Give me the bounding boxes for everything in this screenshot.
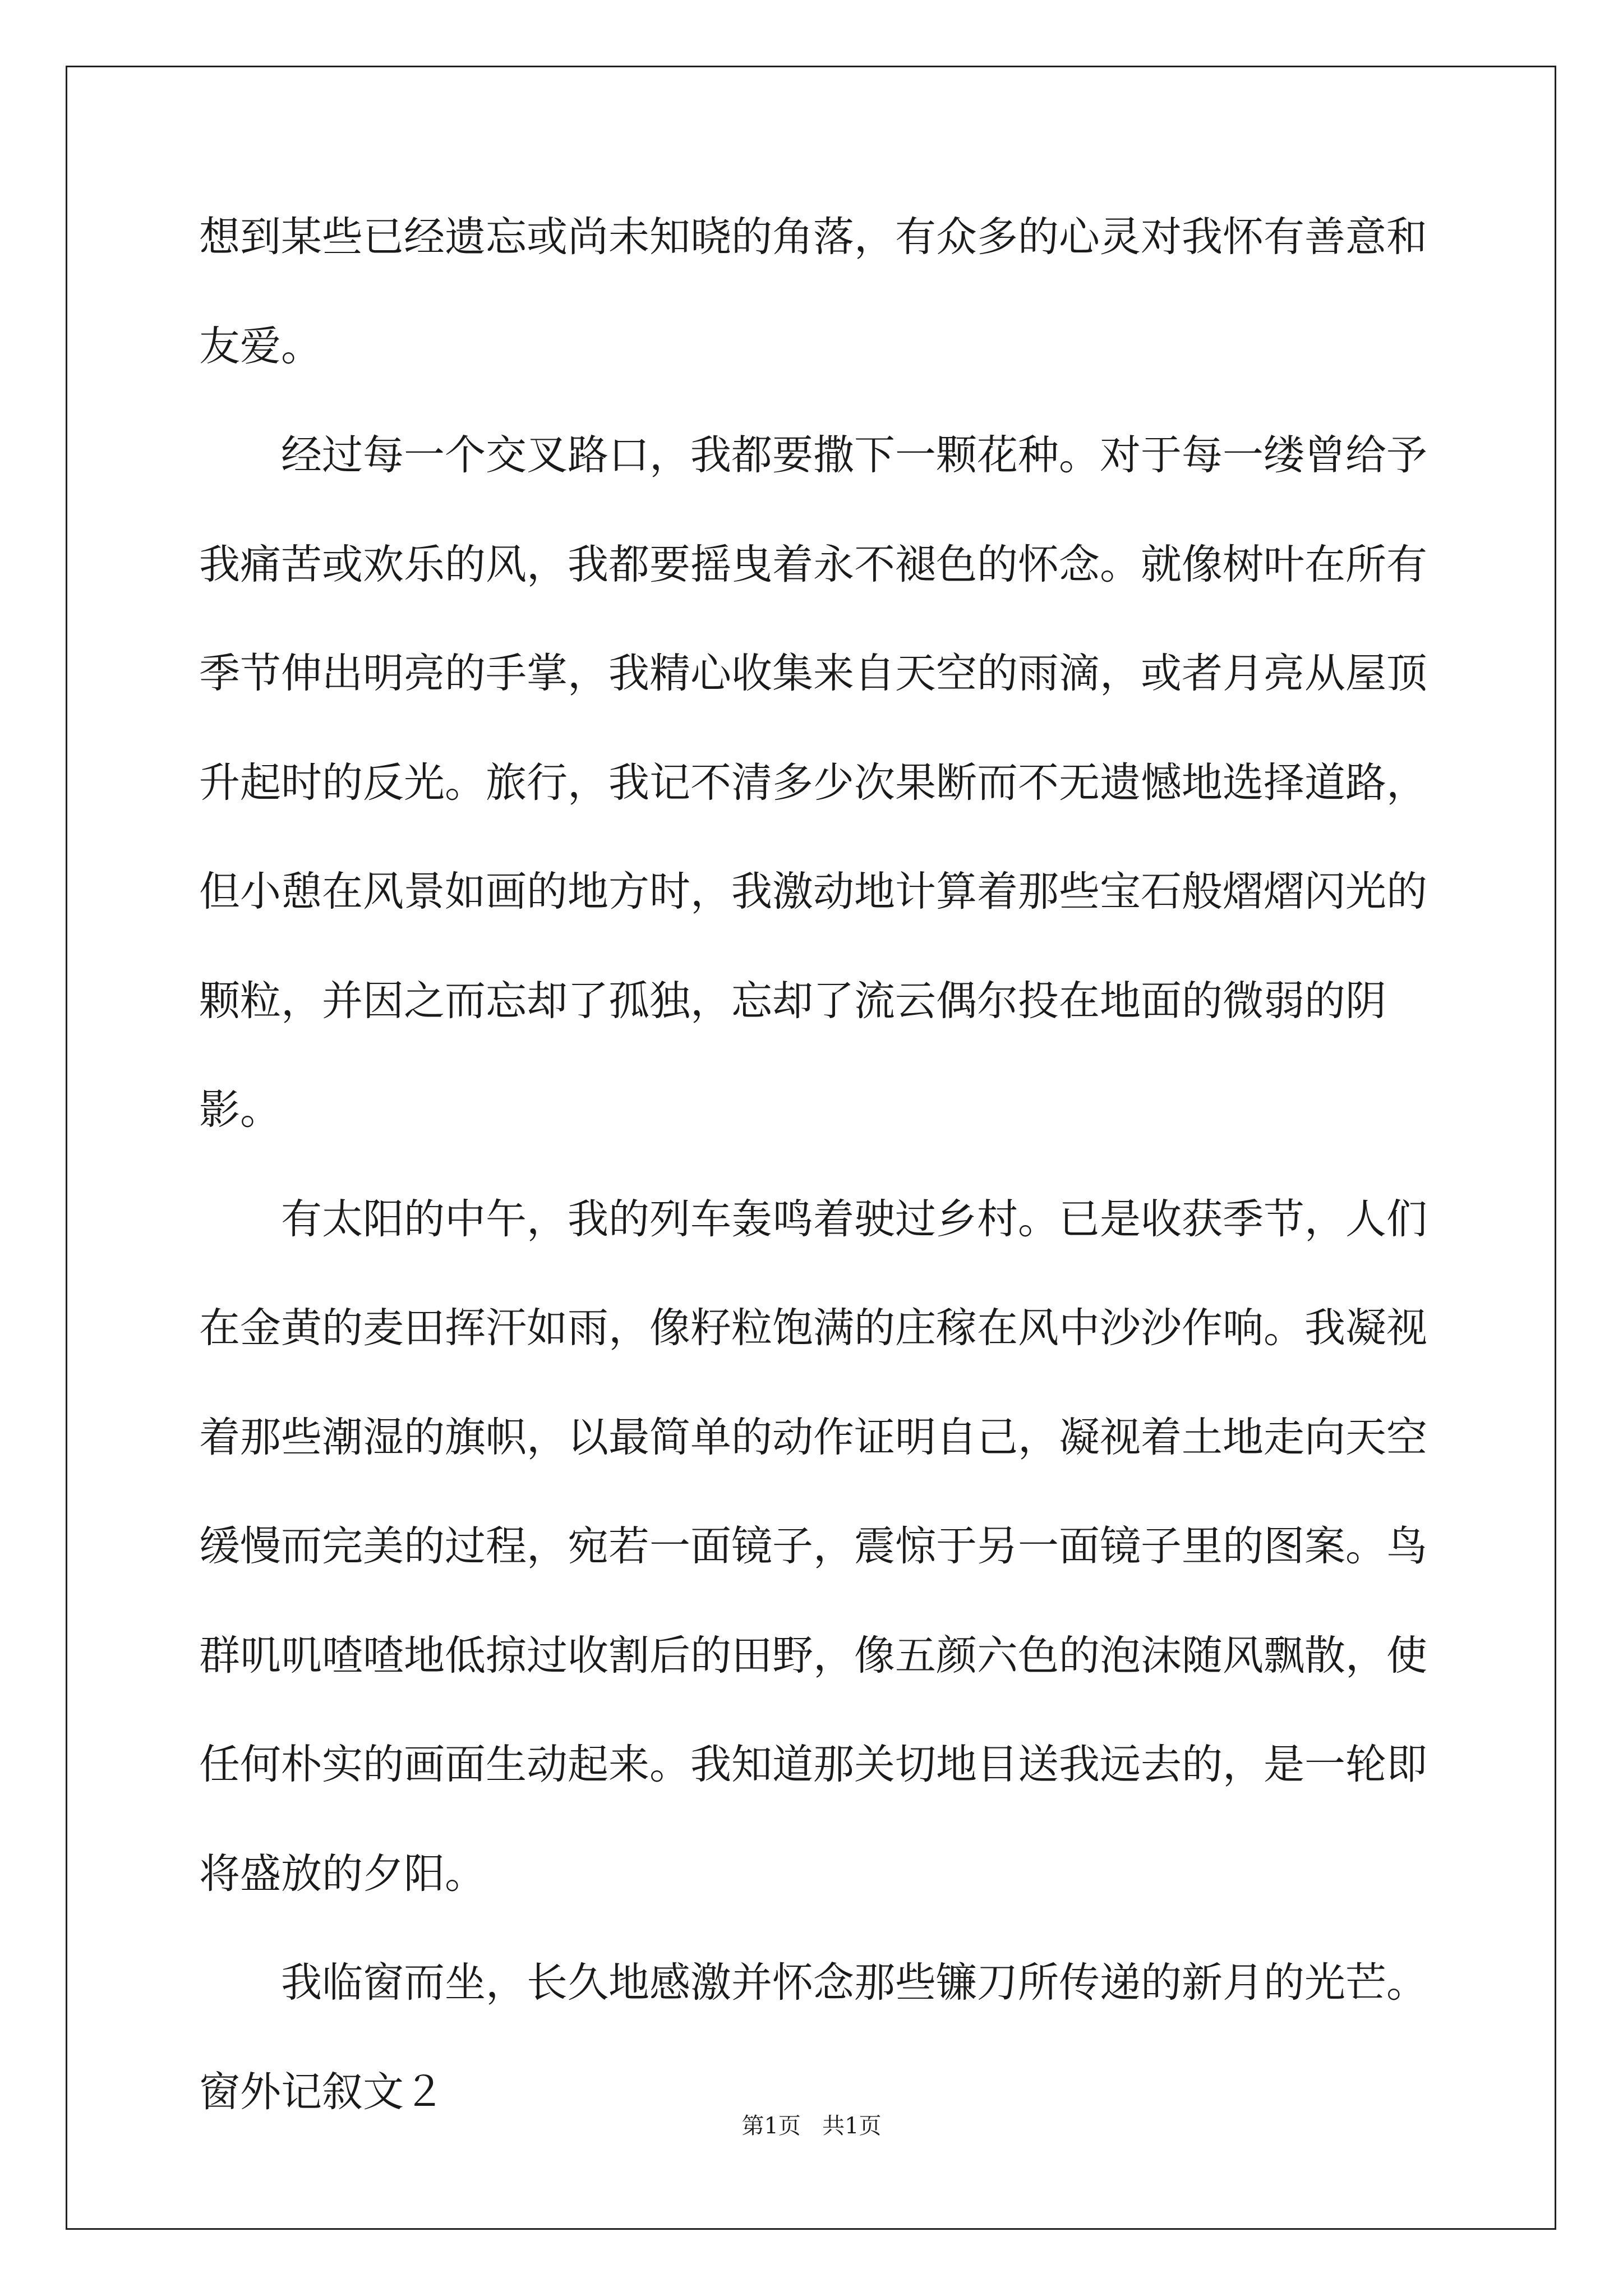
text-line: 经过每一个交叉路口，我都要撒下一颗花种。对于每一缕曾给予 [281, 431, 1427, 479]
page-number: 第1页 [741, 2113, 801, 2139]
text-line: 任何朴实的画面生动起来。我知道那关切地目送我远去的，是一轮即 [199, 1741, 1427, 1788]
paragraph-3 [199, 1165, 1433, 1929]
text-line: 将盛放的夕阳。 [199, 1849, 486, 1898]
text-line: 缓慢而完美的过程，宛若一面镜子，震惊于另一面镜子里的图案。鸟 [199, 1522, 1427, 1570]
text-line: 有太阳的中午，我的列车轰鸣着驶过乡村。已是收获季节，人们 [281, 1195, 1427, 1243]
text-line: 颗粒，并因之而忘却了孤独，忘却了流云偶尔投在地面的微弱的阴影。 [199, 977, 1386, 1134]
text-line: 但小憩在风景如画的地方时，我激动地计算着那些宝石般熠熠闪光的 [199, 868, 1427, 915]
text-line: 窗外记叙文２ [199, 2068, 445, 2116]
document-body [199, 183, 1433, 2147]
text-line: 升起时的反光。旅行，我记不清多少次果断而不无遗憾地选择道路， [199, 758, 1427, 807]
text-line: 群叽叽喳喳地低掠过收割后的田野，像五颜六色的泡沫随风飘散，使 [199, 1631, 1427, 1680]
paragraph-4 [199, 1929, 1433, 2038]
text-line: 我痛苦或欢乐的风，我都要摇曳着永不褪色的怀念。就像树叶在所有 [199, 540, 1427, 588]
text-line: 友爱。 [199, 322, 322, 370]
text-line: 着那些潮湿的旗帜，以最简单的动作证明自己，凝视着土地走向天空 [199, 1413, 1427, 1461]
text-line: 季节伸出明亮的手掌，我精心收集来自天空的雨滴，或者月亮从屋顶 [199, 650, 1427, 697]
text-line: 想到某些已经遗忘或尚未知晓的角落，有众多的心灵对我怀有善意和 [199, 213, 1427, 261]
paragraph-1 [199, 183, 1433, 401]
text-line: 在金黄的麦田挥汗如雨，像籽粒饱满的庄稼在风中沙沙作响。我凝视 [199, 1304, 1427, 1352]
page-footer [0, 2108, 1623, 2140]
text-line: 我临窗而坐，长久地感激并怀念那些镰刀所传递的新月的光芒。 [281, 1959, 1427, 2007]
paragraph-2 [199, 401, 1433, 1165]
page-total: 共1页 [822, 2113, 882, 2139]
